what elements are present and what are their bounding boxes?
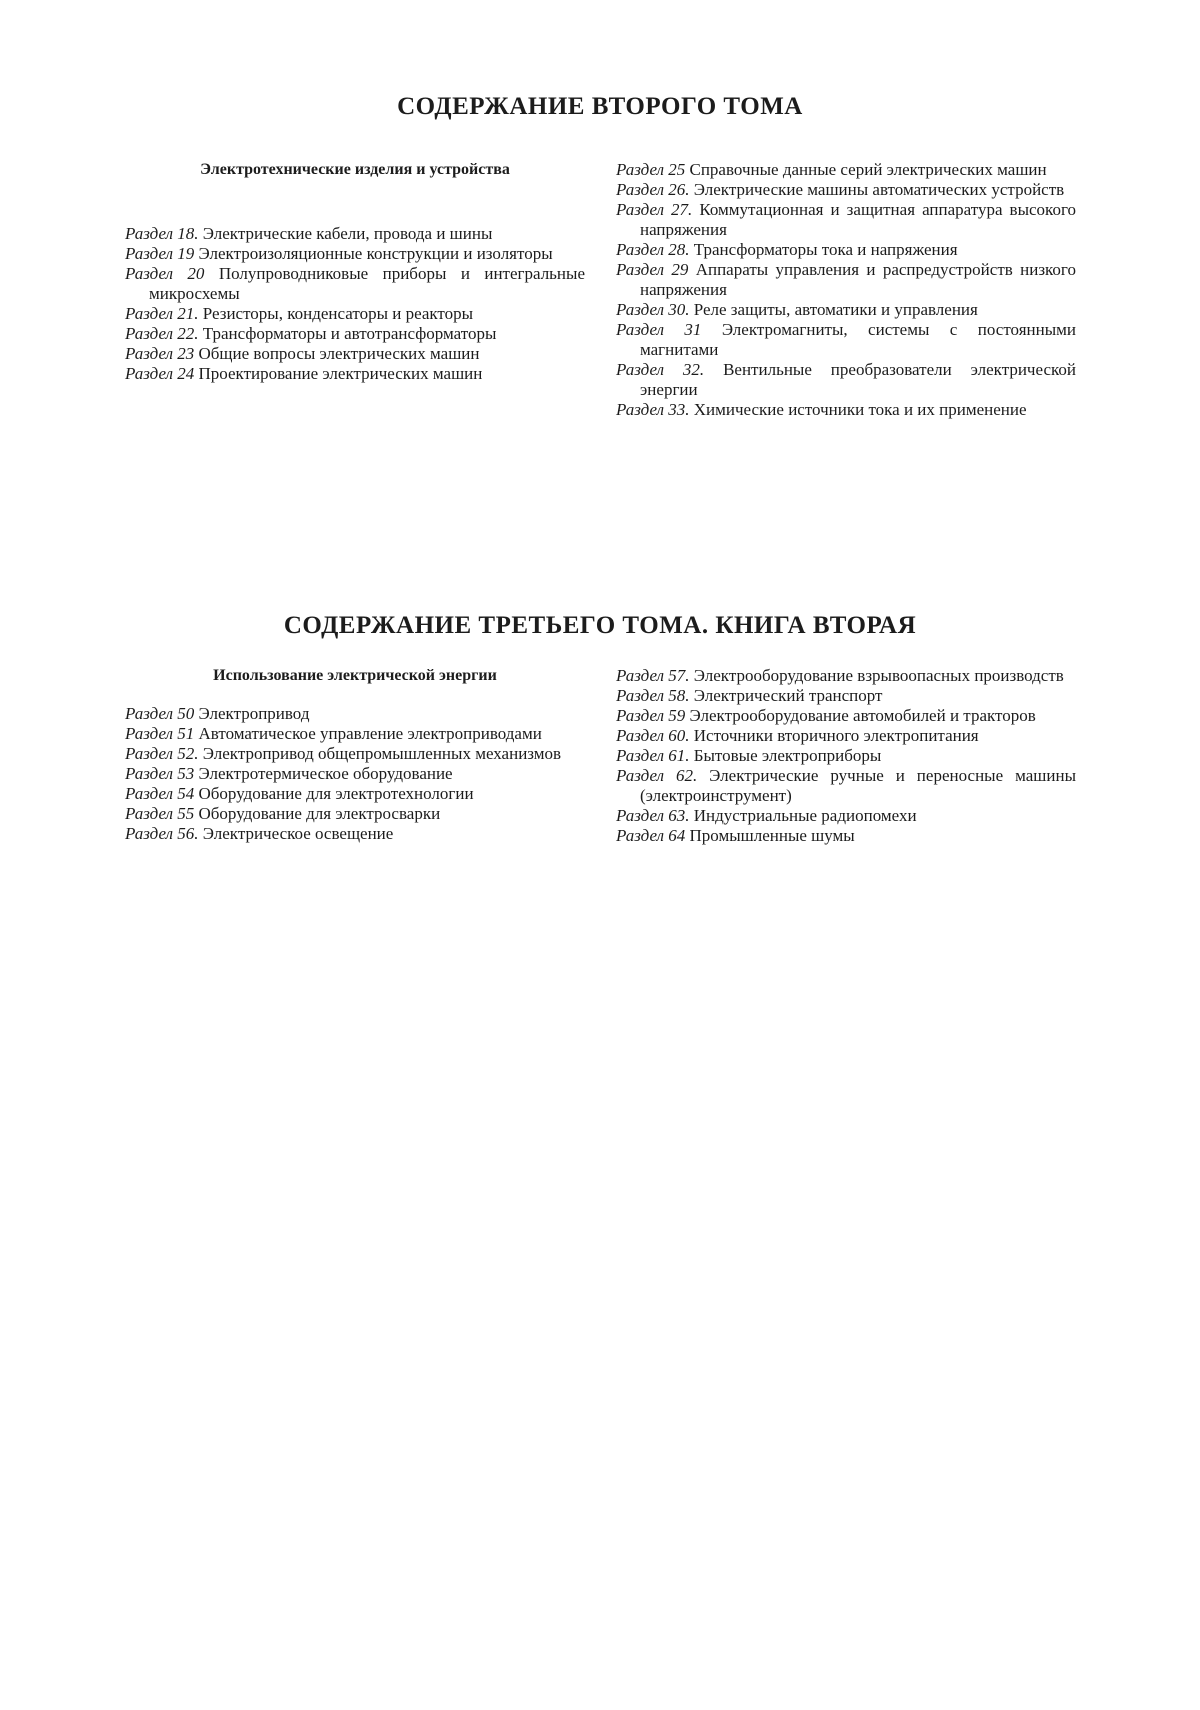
section-title: Резисторы, конденсаторы и реакторы (198, 304, 474, 323)
toc-entry (125, 264, 585, 304)
section-number: Раздел 55 (125, 804, 195, 823)
toc-entry (125, 224, 585, 244)
toc-entry (616, 746, 1076, 766)
volume-3-left-list (125, 704, 585, 844)
section-title: Трансформаторы и автотрансформаторы (198, 324, 497, 343)
section-title: Электрические ручные и переносные машины (электроинструмент) (640, 766, 1076, 805)
toc-entry (616, 826, 1076, 846)
toc-entry (125, 744, 585, 764)
section-number: Раздел 31 (616, 320, 702, 339)
toc-entry (616, 300, 1076, 320)
section-number: Раздел 28. (616, 240, 690, 259)
section-number: Раздел 64 (616, 826, 686, 845)
section-title: Оборудование для электротехнологии (194, 784, 474, 803)
section-title: Справочные данные серий электрических машин (685, 160, 1047, 179)
section-number: Раздел 52. (125, 744, 199, 763)
section-title: Электромагниты, системы с постоянными магнитами (640, 320, 1076, 359)
toc-entry (616, 240, 1076, 260)
volume-2-right-column (616, 160, 1076, 420)
section-number: Раздел 51 (125, 724, 195, 743)
toc-entry (125, 304, 585, 324)
section-title: Общие вопросы электрических машин (194, 344, 480, 363)
section-number: Раздел 25 (616, 160, 686, 179)
volume-2-subheading: Электротехнические изделия и устройства (200, 161, 510, 178)
section-title: Электрические машины автоматических устройств (689, 180, 1065, 199)
toc-entry (616, 806, 1076, 826)
toc-entry (125, 244, 585, 264)
section-title: Вентильные преобразователи электрической энергии (640, 360, 1076, 399)
volume-3-right-list (616, 666, 1076, 846)
section-title: Промышленные шумы (685, 826, 855, 845)
section-title: Аппараты управления и распредустройств низкого напряжения (640, 260, 1076, 299)
toc-entry (125, 724, 585, 744)
section-title: Источники вторичного электропитания (689, 726, 979, 745)
toc-entry (616, 686, 1076, 706)
section-number: Раздел 59 (616, 706, 686, 725)
section-number: Раздел 26. (616, 180, 690, 199)
section-number: Раздел 53 (125, 764, 195, 783)
volume-3-title: СОДЕРЖАНИЕ ТРЕТЬЕГО ТОМА. КНИГА ВТОРАЯ (283, 612, 917, 639)
toc-entry (125, 324, 585, 344)
section-number: Раздел 30. (616, 300, 690, 319)
toc-entry (616, 180, 1076, 200)
section-number: Раздел 54 (125, 784, 195, 803)
section-title: Электрическое освещение (198, 824, 394, 843)
section-number: Раздел 61. (616, 746, 690, 765)
section-title: Бытовые электроприборы (689, 746, 882, 765)
section-title: Электрические кабели, провода и шины (198, 224, 493, 243)
section-title: Трансформаторы тока и напряжения (689, 240, 958, 259)
section-number: Раздел 33. (616, 400, 690, 419)
toc-entry (616, 766, 1076, 806)
toc-entry (125, 364, 585, 384)
section-title: Электроизоляционные конструкции и изоляторы (194, 244, 553, 263)
toc-entry (125, 784, 585, 804)
toc-entry (616, 260, 1076, 300)
section-title: Электрооборудование взрывоопасных производств (689, 666, 1064, 685)
toc-entry (616, 666, 1076, 686)
section-number: Раздел 19 (125, 244, 195, 263)
section-number: Раздел 32. (616, 360, 705, 379)
section-title: Электрический транспорт (689, 686, 883, 705)
volume-2-left-list (125, 224, 585, 384)
toc-entry (616, 360, 1076, 400)
section-number: Раздел 27. (616, 200, 693, 219)
section-number: Раздел 56. (125, 824, 199, 843)
toc-entry (616, 160, 1076, 180)
volume-3-subheading: Использование электрической энергии (213, 667, 497, 684)
section-number: Раздел 23 (125, 344, 195, 363)
section-number: Раздел 29 (616, 260, 689, 279)
section-number: Раздел 60. (616, 726, 690, 745)
section-title: Коммутационная и защитная аппаратура высокого напряжения (640, 200, 1076, 239)
section-number: Раздел 57. (616, 666, 690, 685)
toc-entry (125, 704, 585, 724)
section-title: Реле защиты, автоматики и управления (689, 300, 978, 319)
section-title: Электропривод общепромышленных механизмов (198, 744, 562, 763)
volume-3-left-column (125, 666, 585, 844)
section-number: Раздел 50 (125, 704, 195, 723)
section-number: Раздел 21. (125, 304, 199, 323)
section-number: Раздел 22. (125, 324, 199, 343)
toc-entry (125, 824, 585, 844)
section-number: Раздел 63. (616, 806, 690, 825)
volume-2-left-column (125, 160, 585, 384)
volume-2-right-list (616, 160, 1076, 420)
toc-entry (125, 344, 585, 364)
toc-entry (616, 200, 1076, 240)
section-number: Раздел 62. (616, 766, 698, 785)
section-number: Раздел 20 (125, 264, 205, 283)
section-title: Индустриальные радиопомехи (689, 806, 917, 825)
section-title: Оборудование для электросварки (194, 804, 441, 823)
section-title: Электротермическое оборудование (194, 764, 453, 783)
section-number: Раздел 24 (125, 364, 195, 383)
volume-2-title: СОДЕРЖАНИЕ ВТОРОГО ТОМА (397, 93, 803, 120)
toc-entry (125, 764, 585, 784)
section-number: Раздел 58. (616, 686, 690, 705)
section-title: Электропривод (194, 704, 310, 723)
toc-entry (616, 320, 1076, 360)
section-title: Проектирование электрических машин (194, 364, 483, 383)
toc-entry (616, 726, 1076, 746)
toc-entry (616, 400, 1076, 420)
section-title: Автоматическое управление электроприводами (194, 724, 542, 743)
toc-entry (125, 804, 585, 824)
section-title: Электрооборудование автомобилей и тракторов (685, 706, 1036, 725)
volume-3-right-column (616, 666, 1076, 846)
section-title: Полупроводниковые приборы и интегральные микросхемы (149, 264, 585, 303)
section-number: Раздел 18. (125, 224, 199, 243)
section-title: Химические источники тока и их применение (689, 400, 1027, 419)
toc-entry (616, 706, 1076, 726)
